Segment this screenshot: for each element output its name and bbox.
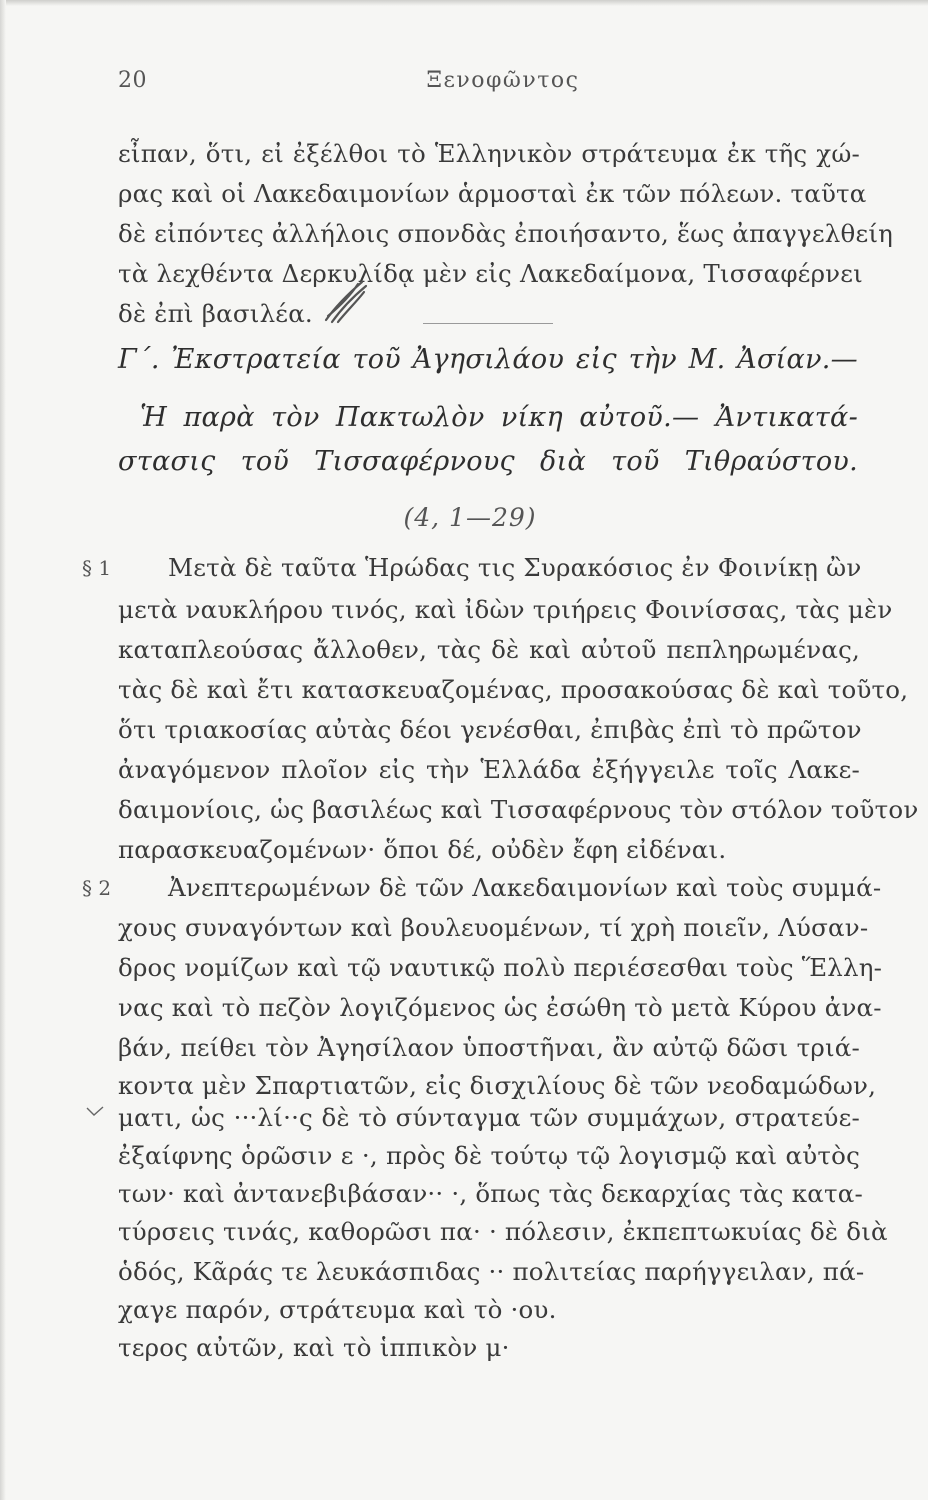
page-header xyxy=(118,68,858,104)
text-line: ρας καὶ οἱ Λακεδαιμονίων ἁρμοσταὶ ἐκ τῶν πόλεων. ταῦτα xyxy=(118,179,867,208)
text-line: Ἀνεπτερωμένων δὲ τῶν Λακεδαιμονίων καὶ τοὺς συμμά- xyxy=(168,873,882,902)
section-citation: (4, 1—29) xyxy=(403,503,537,532)
scan-edge-top xyxy=(0,0,928,6)
text-line: τὰ λεχθέντα Δερκυλίδᾳ μὲν εἰς Λακεδαίμονα, Τισσαφέρνει xyxy=(118,259,863,288)
text-line: καταπλεούσας ἄλλοθεν, τὰς δὲ καὶ αὐτοῦ πεπληρωμένας, xyxy=(118,635,860,664)
text-line: χους συναγόντων καὶ βουλευομένων, τί χρὴ ποιεῖν, Λύσαν- xyxy=(118,913,869,942)
text-line: των· καὶ ἀντανεβιβάσαν·· ·, ὅπως τὰς δεκαρχίας τὰς κατα- xyxy=(118,1179,863,1208)
text-line: κοντα μὲν Σπαρτιατῶν, εἰς δισχιλίους δὲ τῶν νεοδαμώδων, xyxy=(118,1071,877,1100)
text-line: Μετὰ δὲ ταῦτα Ἡρώδας τις Συρακόσιος ἐν Φοινίκῃ ὢν xyxy=(168,553,862,582)
section-heading-line-2: Ἡ παρὰ τὸν Πακτωλὸν νίκη αὐτοῦ.— Ἀντικατά- xyxy=(140,402,858,433)
text-line: εἶπαν, ὅτι, εἰ ἐξέλθοι τὸ Ἑλληνικὸν στράτευμα ἐκ τῆς χώ- xyxy=(118,139,860,168)
text-line: παρασκευαζομένων· ὅποι δέ, οὐδὲν ἔφη εἰδέναι. xyxy=(118,835,727,864)
text-line: ὅτι τριακοσίας αὐτὰς δέοι γενέσθαι, ἐπιβὰς ἐπὶ τὸ πρῶτον xyxy=(118,715,862,744)
scan-edge-left xyxy=(0,0,6,1500)
text-line: τὰς δὲ καὶ ἔτι κατασκευαζομένας, προσακούσας δὲ καὶ τοῦτο, xyxy=(118,675,909,704)
text-line: ἐξαίφνης ὁρῶσιν ε ·, πρὸς δὲ τούτῳ τῷ λογισμῷ καὶ αὐτὸς xyxy=(118,1141,860,1170)
text-line: βάν, πείθει τὸν Ἀγησίλαον ὑποστῆναι, ἂν αὐτῷ δῶσι τριά- xyxy=(118,1033,860,1062)
section-mark-2: § 2 xyxy=(82,876,112,900)
section-mark-1: § 1 xyxy=(82,556,112,580)
margin-check-mark xyxy=(86,1106,104,1116)
text-line: ἀναγόμενον πλοῖον εἰς τὴν Ἑλλάδα ἐξήγγειλε τοῖς Λακε- xyxy=(118,755,860,784)
text-line: νας καὶ τὸ πεζὸν λογιζόμενος ὡς ἐσώθη τὸ μετὰ Κύρου ἀνα- xyxy=(118,993,882,1022)
section-divider xyxy=(423,323,553,324)
text-line: δαιμονίοις, ὡς βασιλέως καὶ Τισσαφέρνους τὸν στόλον τοῦτον xyxy=(118,795,919,824)
page-number: 20 xyxy=(118,68,147,93)
text-line: χαγε παρόν, στράτευμα καὶ τὸ ·ου. xyxy=(118,1295,557,1324)
text-line: δὲ ἐπὶ βασιλέα. xyxy=(118,299,313,328)
text-line: ματι, ὡς ···λί··ς δὲ τὸ σύνταγμα τῶν συμμάχων, στρατεύε- xyxy=(118,1103,860,1132)
text-line: δὲ εἰπόντες ἀλλήλοις σπονδὰς ἐποιήσαντο, ἕως ἀπαγγελθείη xyxy=(118,219,894,248)
ink-scribble-mark xyxy=(318,276,370,328)
text-line: δρος νομίζων καὶ τῷ ναυτικῷ πολὺ περιέσεσθαι τοὺς Ἕλλη- xyxy=(118,953,883,982)
text-line: ὁδός, Κᾶράς τε λευκάσπιδας ·· πολιτείας παρήγγειλαν, πά- xyxy=(118,1257,865,1286)
section-heading-line-3: στασις τοῦ Τισσαφέρνους διὰ τοῦ Τιθραύστου. xyxy=(118,446,858,477)
text-line: τύρσεις τινάς, καθορῶσι πα· · πόλεσιν, ἐκπεπτωκυίας δὲ διὰ xyxy=(118,1217,888,1246)
text-line: τερος αὐτῶν, καὶ τὸ ἱππικὸν μ· xyxy=(118,1333,510,1362)
text-line: μετὰ ναυκλήρου τινός, καὶ ἰδὼν τριήρεις Φοινίσσας, τὰς μὲν xyxy=(118,595,893,624)
running-title: Ξενοφῶντος xyxy=(426,68,580,93)
section-heading-line-1: Γ΄. Ἐκστρατεία τοῦ Ἀγησιλάου εἰς τὴν Μ. Ἀσίαν.— xyxy=(118,344,858,375)
